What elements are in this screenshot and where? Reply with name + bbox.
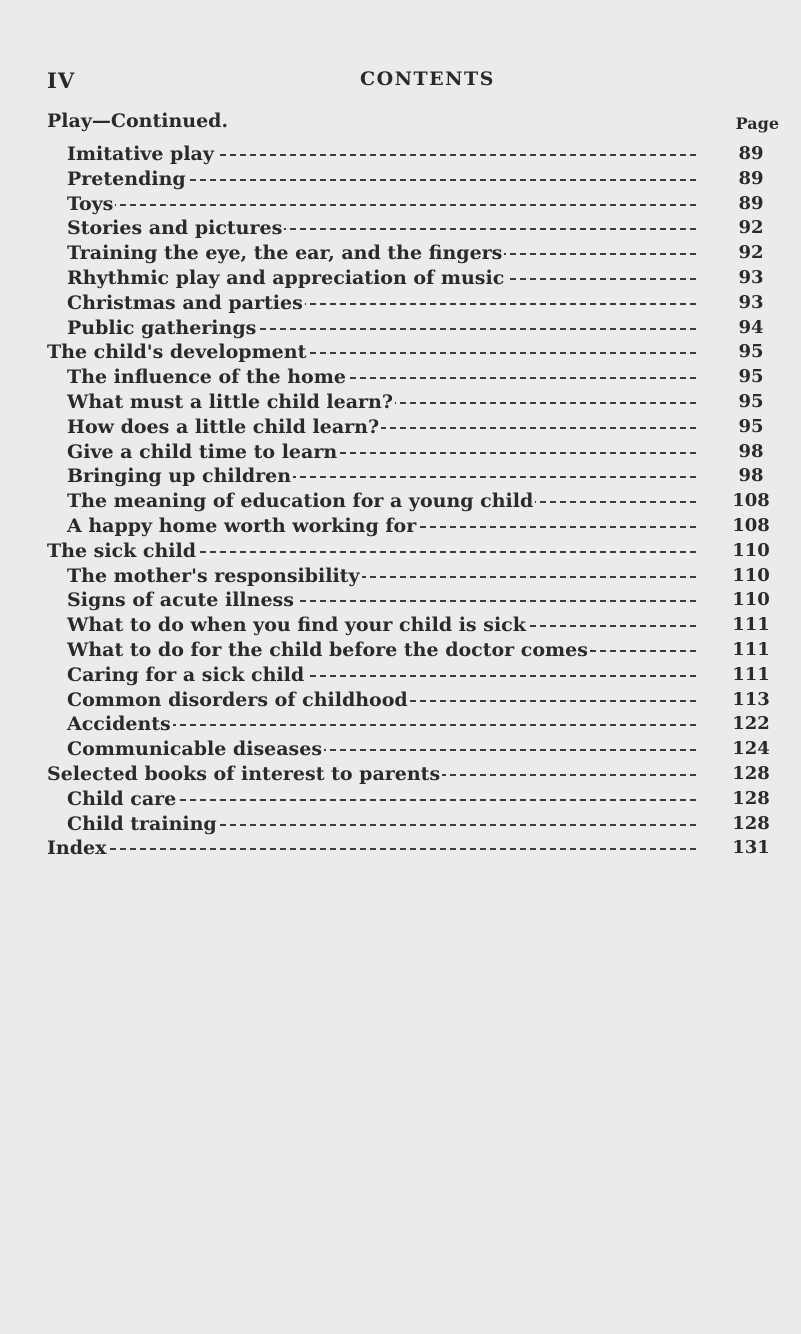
toc-entry-page: 98 [717, 440, 781, 464]
toc-entry-title: Child care [67, 787, 177, 810]
toc-entry [0, 638, 801, 662]
toc-entry-page: 110 [717, 564, 781, 588]
toc-entry-page: 108 [717, 514, 781, 538]
toc-entry-page: 95 [717, 365, 781, 389]
page-number: IV [47, 68, 76, 93]
toc-entry-page: 111 [717, 663, 781, 687]
toc-entry [0, 167, 801, 191]
toc-entry [0, 340, 801, 364]
toc-entry [0, 539, 801, 563]
toc-entry-title: Communicable diseases [67, 738, 323, 761]
toc-entry-page: 122 [717, 712, 781, 736]
toc-entry-title: Stories and pictures [67, 217, 283, 240]
toc-entry-page: 98 [717, 464, 781, 488]
dot-leader [60, 848, 696, 850]
toc-entry-title: What must a little child learn? [67, 391, 393, 413]
dot-leader [80, 204, 696, 206]
toc-entry-title: How does a little child learn? [67, 415, 380, 438]
toc-entry [0, 663, 801, 687]
running-head: CONTENTS [360, 68, 495, 90]
toc-entry-page: 89 [717, 167, 781, 191]
toc-entry-page: 131 [717, 836, 781, 860]
toc-entry-title: Pretending [67, 167, 186, 190]
toc-entry [0, 564, 801, 588]
toc-entry-title: The influence of the home [67, 366, 346, 389]
toc-entry-page: 124 [717, 737, 781, 761]
toc-entry-page: 110 [717, 588, 781, 612]
toc-entry-title: The meaning of education for a young child [67, 490, 534, 513]
toc-entry-title: Imitative play [67, 143, 214, 165]
toc-entry [0, 291, 801, 315]
toc-entry-title: Rhythmic play and appreciation of music [67, 267, 505, 289]
toc-entry [0, 613, 801, 637]
toc-entry-page: 128 [717, 812, 781, 836]
toc-entry [0, 316, 801, 340]
toc-entry [0, 836, 801, 860]
toc-entry-page: 93 [717, 266, 781, 290]
toc-entry [0, 142, 801, 166]
toc-entry [0, 812, 801, 836]
toc-entry-page: 95 [717, 390, 781, 414]
toc-entry-page: 110 [717, 539, 781, 563]
toc-entry-title: Bringing up children [67, 465, 292, 488]
toc-entry [0, 241, 801, 265]
toc-entry-title: Public gatherings [67, 316, 257, 339]
toc-entry-title: Common disorders of childhood [67, 688, 408, 711]
toc-entry-page: 94 [717, 316, 781, 340]
toc-entry-title: Selected books of interest to parents [47, 763, 441, 785]
toc-entry-page: 92 [717, 216, 781, 240]
toc-entry [0, 415, 801, 439]
toc-entry-title: Index [47, 837, 107, 860]
section-heading [47, 110, 787, 138]
toc-entry-page: 95 [717, 415, 781, 439]
toc-entry-title: Toys [67, 192, 114, 215]
toc-entry [0, 365, 801, 389]
toc-entry-page: 111 [717, 638, 781, 662]
toc-entry [0, 588, 801, 612]
page-column-label: Page [735, 114, 779, 133]
toc-entry-page: 89 [717, 142, 781, 166]
toc-entry-title: What to do when you find your child is sick [67, 614, 526, 637]
toc-entry [0, 514, 801, 538]
toc-entry-title: What to do for the child before the doctor comes [67, 639, 588, 661]
toc-entry-title: Signs of acute illness [67, 589, 294, 612]
toc-entry-page: 108 [717, 489, 781, 513]
toc-entry-page: 113 [717, 688, 781, 712]
toc-entry-page: 95 [717, 340, 781, 364]
toc-entry-title: The child's development [47, 341, 307, 364]
toc-entry-title: The sick child [47, 539, 197, 562]
toc-entry [0, 762, 801, 786]
toc-entry-page: 93 [717, 291, 781, 315]
toc-entry-page: 89 [717, 192, 781, 216]
toc-entry [0, 440, 801, 464]
section-title: Play—Continued. [47, 110, 229, 132]
page-header [0, 68, 801, 98]
toc-entry [0, 192, 801, 216]
toc-entry-title: Caring for a sick child [67, 663, 305, 686]
toc-entry [0, 737, 801, 761]
toc-entry-title: The mother's responsibility [67, 564, 360, 587]
toc-entry [0, 216, 801, 240]
toc-entry-title: Training the eye, the ear, and the fingers [67, 242, 503, 265]
toc-entry-title: Child training [67, 812, 217, 835]
toc-entry-page: 92 [717, 241, 781, 265]
toc-entry-title: Accidents [67, 713, 171, 736]
toc-entry-page: 111 [717, 613, 781, 637]
toc-entry-title: Give a child time to learn [67, 440, 338, 463]
toc-entry-page: 128 [717, 762, 781, 786]
toc-entry [0, 266, 801, 290]
toc-entry [0, 712, 801, 736]
toc-entry [0, 489, 801, 513]
toc-entry-title: Christmas and parties [67, 291, 303, 314]
toc-entry-title: A happy home worth working for [67, 515, 417, 537]
toc-entry [0, 787, 801, 811]
toc-entry [0, 688, 801, 712]
toc-entry [0, 464, 801, 488]
toc-entry [0, 390, 801, 414]
toc-entry-page: 128 [717, 787, 781, 811]
